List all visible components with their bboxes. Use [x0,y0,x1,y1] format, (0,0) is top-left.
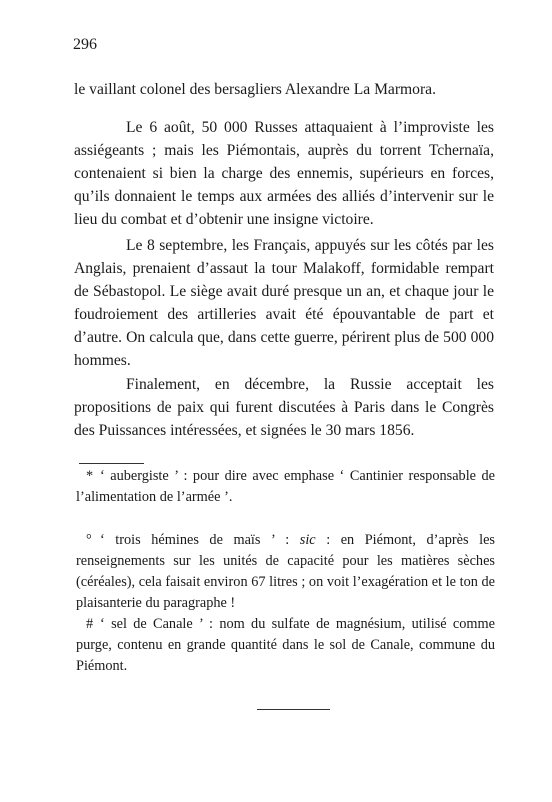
footnote-marker: ° [86,532,92,548]
paragraph-peace: Finalement, en décembre, la Russie acceptait les propositions de paix qui furent discutées à Paris dans le Congrès des Puissances intéressées, et signées le 30 mars 1856. [74,376,494,439]
footnote-text-prefix: ‘ trois hémines de maïs ’ : [100,532,300,548]
footnote-marker: * [86,468,94,484]
footnote-separator [79,463,144,464]
footnote-hemines [76,530,495,614]
end-separator [257,709,330,710]
paragraph-tchernaia: Le 6 août, 50 000 Russes attaquaient à l’improviste les assiégeants ; mais les Piémontais, auprès du torrent Tchernaïa, contenaient si bien la charge des ennemis, supérieurs en forces, qu’ils donnaient le temps aux armées des alliés d’intervenir sur le lieu du combat et d’obtenir une insigne victoire. [74,119,494,228]
footnote-emphasis: sic [299,532,316,548]
footnote-text-suffix: : en Piémont, d’après les renseignements sur les unités de capacité pour les matières sèches (céréales), cela faisait environ 67 litres ; on voit l’exagération et le ton de plaisanterie du paragraphe ! [76,532,495,611]
footnote-aubergiste [76,466,495,508]
paragraph-malakoff: Le 8 septembre, les Français, appuyés sur les côtés par les Anglais, prenaient d’assaut la tour Malakoff, formidable rempart de Sébastopol. Le siège avait duré presque un an, et chaque jour le foudroiement des artilleries avait été épouvantable de part et d’autre. On calcula que, dans cette guerre, périrent plus de 500 000 hommes. [74,237,494,369]
footnote-text: ‘ aubergiste ’ : pour dire avec emphase ‘ Cantinier responsable de l’alimentation de l’armée ’. [76,468,495,505]
footnote-sel-de-canale [76,614,495,677]
page-number: 296 [73,36,97,53]
paragraph-continuation: le vaillant colonel des bersagliers Alexandre La Marmora. [74,81,436,98]
footnote-marker: # [86,616,94,632]
footnote-text: ‘ sel de Canale ’ : nom du sulfate de magnésium, utilisé comme purge, contenu en grande quantité dans le sol de Canale, commune du Piémont. [76,616,495,674]
